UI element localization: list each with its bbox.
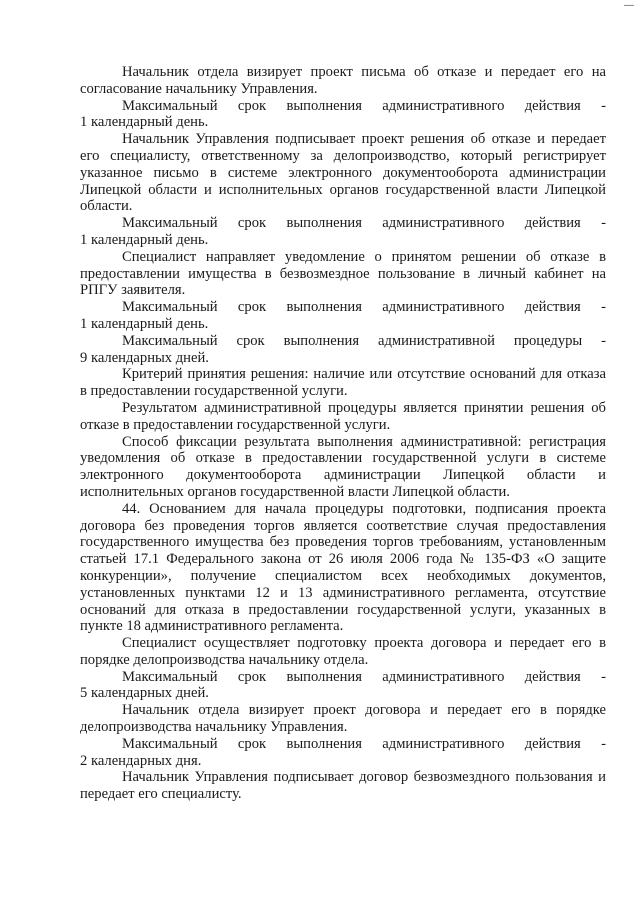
term-line-1: Максимальный срок выполнения административного действия - bbox=[122, 97, 606, 114]
paragraph-5: Результатом административной процедуры является принятии решения об отказе в предоставлении государственной услуги. bbox=[80, 399, 606, 433]
paragraph-8: Специалист осуществляет подготовку проекта договора и передает его в порядке делопроизводства начальнику отдела. bbox=[80, 635, 606, 668]
paragraph-7: 44. Основанием для начала процедуры подготовки, подписания проекта договора без проведения торгов является соответствие случая предоставления государственного имущества без проведения торгов требованиям, установленным статьей 17.1 Федерального закона от 26 июля 2006 года № 135-ФЗ «О защите конкуренции», получение специалистом всех необходимых документов, установленных пунктами 12 и 13 административного регламента, отсутствие оснований для отказа в предоставлении государственной услуги, указанных в пункте 18 административного регламента. bbox=[80, 500, 606, 635]
term-line-2: Максимальный срок выполнения административного действия - bbox=[122, 215, 606, 232]
paragraph-9: Начальник отдела визирует проект договора и передает его в порядке делопроизводства начальнику Управления. bbox=[80, 702, 606, 736]
procedure-value: 9 календарных дней. bbox=[80, 349, 209, 366]
term-line-4: Максимальный срок выполнения административного действия - bbox=[122, 668, 606, 685]
term-value-2: 1 календарный день. bbox=[80, 231, 209, 248]
term-value-5: 2 календарных дня. bbox=[80, 752, 202, 769]
paragraph-1: Начальник отдела визирует проект письма об отказе и передает его на согласование начальнику Управления. bbox=[80, 64, 606, 97]
term-line-5: Максимальный срок выполнения административного действия - bbox=[122, 735, 606, 752]
term-line-3: Максимальный срок выполнения административного действия - bbox=[122, 299, 606, 316]
paragraph-2: Начальник Управления подписывает проект решения об отказе и передает его специалисту, ответственному за делопроизводство, который регистрирует указанное письмо в системе электронного документооборота администрации Липецкой области и исполнительных органов государственной власти Липецкой области. bbox=[80, 131, 606, 215]
corner-mark: — bbox=[624, 0, 634, 11]
procedure-line: Максимальный срок выполнения административной процедуры - bbox=[122, 332, 606, 349]
paragraph-6: Способ фиксации результата выполнения административной: регистрация уведомления об отказе в предоставлении государственной услуги в системе электронного документооборота администрации Липецкой области и исполнительных органов государственной власти Липецкой области. bbox=[80, 433, 606, 500]
term-value-4: 5 календарных дней. bbox=[80, 685, 209, 702]
paragraph-10: Начальник Управления подписывает договор безвозмездного пользования и передает его специалисту. bbox=[80, 769, 606, 803]
paragraph-3: Специалист направляет уведомление о принятом решении об отказе в предоставлении имущества в безвозмездное пользование в личный кабинет на РПГУ заявителя. bbox=[80, 248, 606, 299]
document-body bbox=[80, 64, 606, 803]
paragraph-4: Критерий принятия решения: наличие или отсутствие оснований для отказа в предоставлении государственной услуги. bbox=[80, 366, 606, 400]
term-value-1: 1 календарный день. bbox=[80, 114, 209, 131]
term-value-3: 1 календарный день. bbox=[80, 315, 209, 332]
